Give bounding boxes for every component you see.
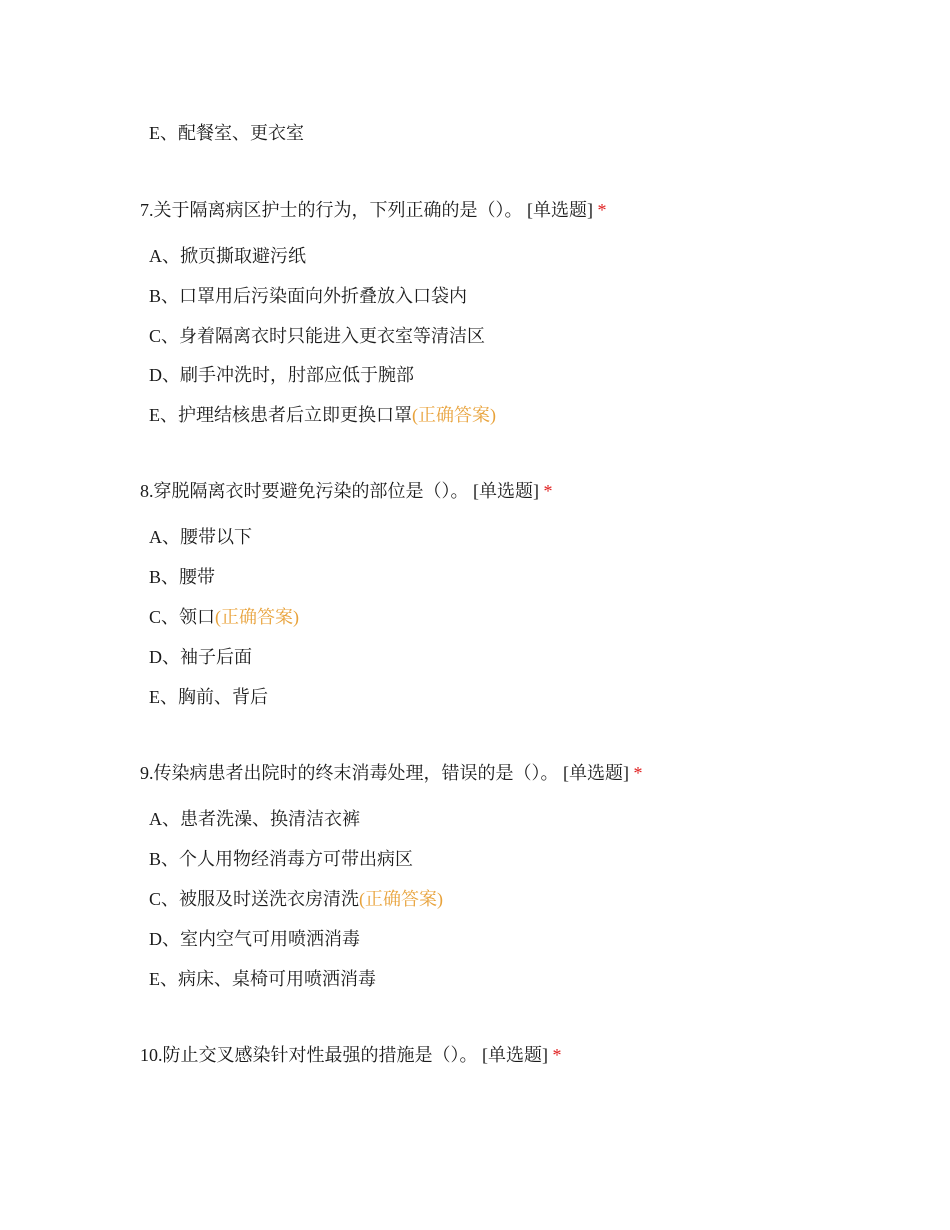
- option-item: [149, 403, 496, 427]
- question-title: [140, 479, 553, 503]
- question-text: 7.关于隔离病区护士的行为，下列正确的是（）。: [140, 200, 523, 220]
- option-item: [149, 525, 252, 549]
- required-mark: *: [633, 763, 643, 783]
- required-mark: *: [543, 481, 553, 501]
- option-item: [149, 847, 413, 871]
- option-item: [149, 121, 304, 145]
- question-text: 8.穿脱隔离衣时要避免污染的部位是（）。: [140, 481, 469, 501]
- question-title: [140, 761, 643, 785]
- option-text: A、掀页撕取避污纸: [149, 246, 306, 266]
- option-text: E、配餐室、更衣室: [149, 123, 304, 143]
- option-text: C、身着隔离衣时只能进入更衣室等清洁区: [149, 326, 486, 346]
- option-text: B、腰带: [149, 567, 216, 587]
- option-item: [149, 244, 306, 268]
- required-mark: *: [552, 1045, 562, 1065]
- option-item: [149, 967, 376, 991]
- option-item: [149, 605, 299, 629]
- option-text: A、腰带以下: [149, 527, 252, 547]
- option-item: [149, 284, 467, 308]
- option-text: C、被服及时送洗衣房清洗: [149, 889, 360, 909]
- question-title: [140, 1043, 562, 1067]
- option-text: D、袖子后面: [149, 647, 252, 667]
- question-type-label: [单选题]: [563, 763, 629, 783]
- option-text: E、胸前、背后: [149, 687, 268, 707]
- correct-answer-label: (正确答案): [412, 405, 496, 425]
- option-item: [149, 685, 268, 709]
- correct-answer-label: (正确答案): [359, 889, 444, 909]
- question-text: 10.防止交叉感染针对性最强的措施是（）。: [140, 1045, 478, 1065]
- option-text: B、口罩用后污染面向外折叠放入口袋内: [149, 286, 468, 306]
- question-type-label: [单选题]: [482, 1045, 548, 1065]
- question-type-label: [单选题]: [473, 481, 539, 501]
- option-item: [149, 324, 485, 348]
- option-item: [149, 887, 443, 911]
- option-text: E、病床、桌椅可用喷洒消毒: [149, 969, 376, 989]
- option-item: [149, 927, 360, 951]
- option-item: [149, 565, 215, 589]
- correct-answer-label: (正确答案): [215, 607, 300, 627]
- option-text: D、室内空气可用喷洒消毒: [149, 929, 360, 949]
- option-item: [149, 363, 414, 387]
- option-text: D、刷手冲洗时，肘部应低于腕部: [149, 365, 414, 385]
- option-text: C、领口: [149, 607, 216, 627]
- option-text: B、个人用物经消毒方可带出病区: [149, 849, 414, 869]
- required-mark: *: [597, 200, 607, 220]
- option-text: E、护理结核患者后立即更换口罩: [149, 405, 412, 425]
- question-text: 9.传染病患者出院时的终末消毒处理，错误的是（）。: [140, 763, 559, 783]
- question-title: [140, 198, 607, 222]
- option-item: [149, 645, 252, 669]
- question-type-label: [单选题]: [527, 200, 593, 220]
- option-item: [149, 807, 360, 831]
- option-text: A、患者洗澡、换清洁衣裤: [149, 809, 360, 829]
